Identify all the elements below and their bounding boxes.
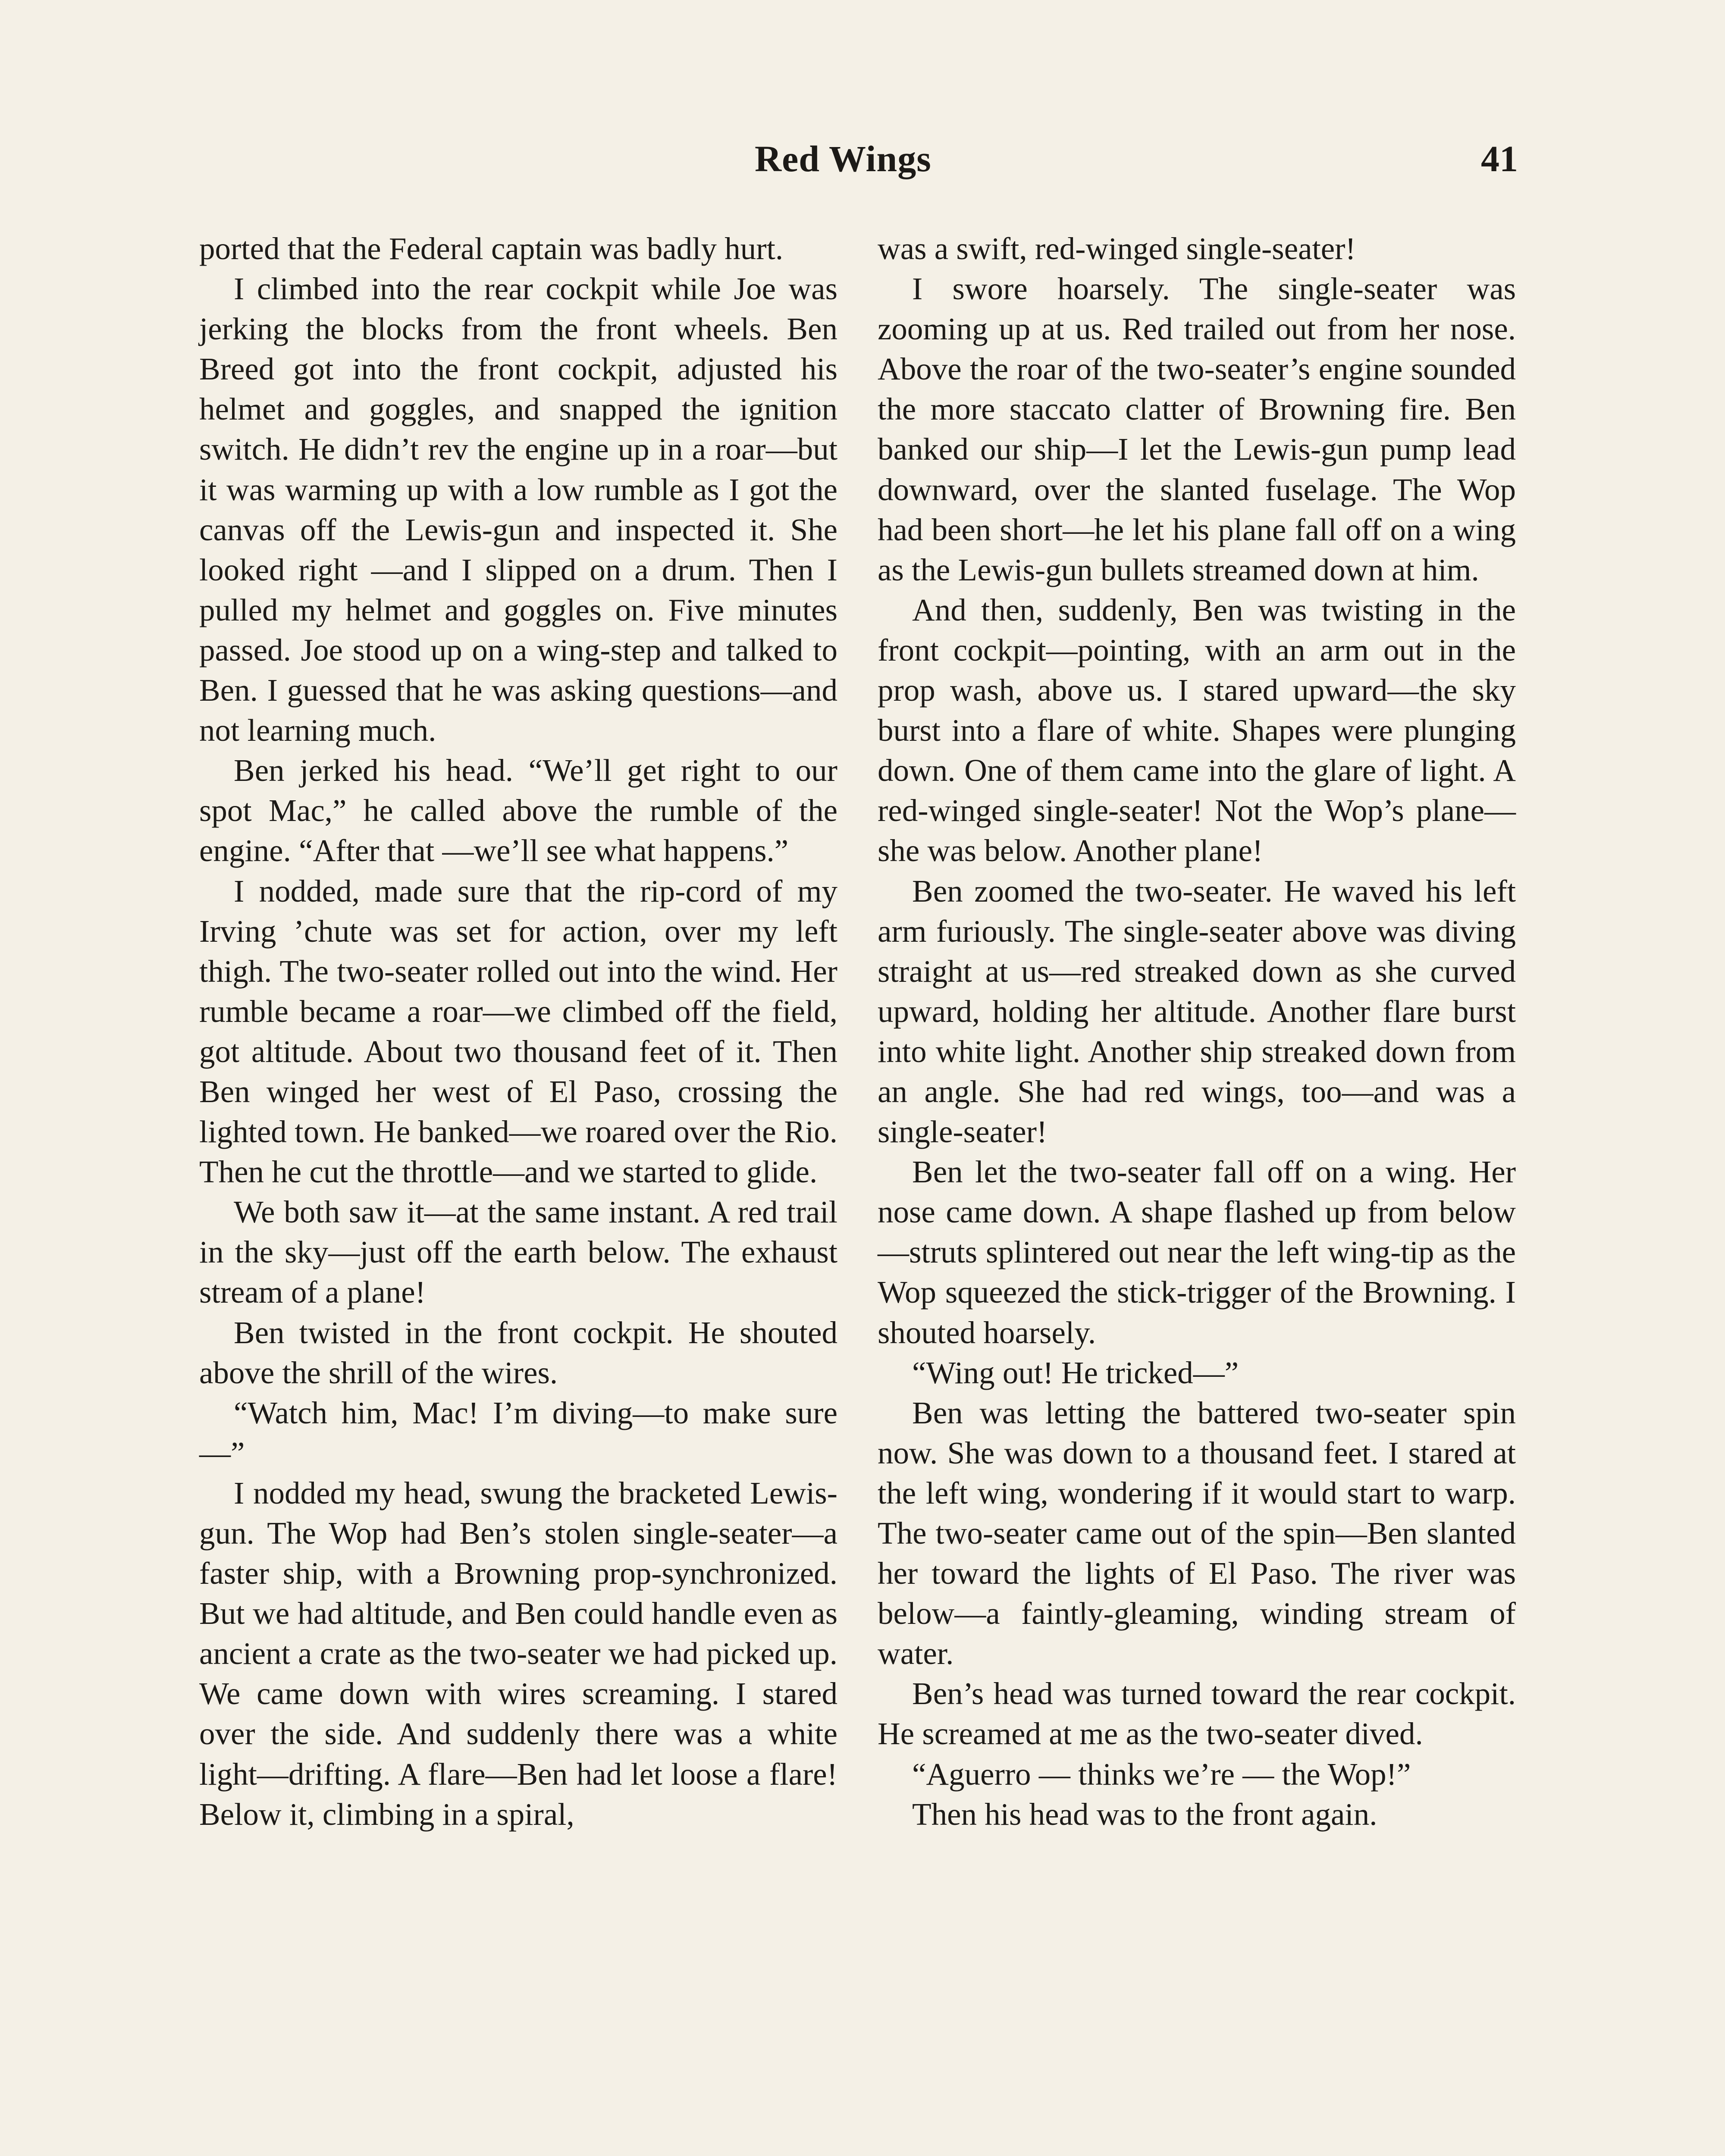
right-text-column	[878, 229, 1516, 1834]
paragraph: Ben’s head was turned toward the rear cockpit. He screamed at me as the two-seater dived.	[878, 1676, 1516, 1752]
paragraph: I climbed into the rear cockpit while Joe was jerking the blocks from the front wheels. Ben Breed got into the front cockpit, adjusted his helmet and goggles, and snapped the ignition switch. He didn’t rev the engine up in a roar—but it was warming up with a low rumble as I got the canvas off the Lewis-gun and inspected it. She looked right —and I slipped on a drum. Then I pulled my helmet and goggles on. Five minutes passed. Joe stood up on a wing-step and talked to Ben. I guessed that he was asking questions—and not learning much.	[199, 271, 837, 748]
running-title: Red Wings	[755, 138, 932, 179]
paragraph: I nodded, made sure that the rip-cord of my Irving ’chute was set for action, over my left thigh. The two-seater rolled out into the wind. Her rumble became a roar—we climbed off the field, got altitude. About two thousand feet of it. Then Ben winged her west of El Paso, crossing the lighted town. He banked—we roared over the Rio. Then he cut the throttle—and we started to glide.	[199, 873, 837, 1190]
paragraph: I swore hoarsely. The single-seater was zooming up at us. Red trailed out from her nose. Above the roar of the two-seater’s engine sounded the more staccato clatter of Browning fire. Ben banked our ship—I let the Lewis-gun pump lead downward, over the slanted fuselage. The Wop had been short—he let his plane fall off on a wing as the Lewis-gun bullets streamed down at him.	[878, 271, 1516, 587]
paragraph: And then, suddenly, Ben was twisting in the front cockpit—pointing, with an arm out in the prop wash, above us. I stared upward—the sky burst into a flare of white. Shapes were plunging down. One of them came into the glare of light. A red-winged single-seater! Not the Wop’s plane—she was below. Another plane!	[878, 592, 1516, 868]
paragraph: “Wing out! He tricked—”	[912, 1355, 1239, 1390]
paragraph: Ben let the two-seater fall off on a wing. Her nose came down. A shape flashed up from below—struts splintered out near the left wing-tip as the Wop squeezed the stick-trigger of the Browning. I shouted hoarsely.	[878, 1154, 1516, 1350]
paragraph: Ben twisted in the front cockpit. He shouted above the shrill of the wires.	[199, 1315, 837, 1390]
page-number: 41	[1481, 138, 1518, 179]
paragraph: ported that the Federal captain was badly hurt.	[199, 231, 784, 266]
paragraph: Ben jerked his head. “We’ll get right to our spot Mac,” he called above the rumble of the engine. “After that —we’ll see what happens.”	[199, 753, 837, 868]
paragraph: “Aguerro — thinks we’re — the Wop!”	[912, 1756, 1411, 1792]
paragraph: I nodded my head, swung the bracketed Lewis-gun. The Wop had Ben’s stolen single-seater—a faster ship, with a Browning prop-synchronized. But we had altitude, and Ben could handle even as ancient a crate as the two-seater we had picked up. We came down with wires screaming. I stared over the side. And suddenly there was a white light—drifting. A flare—Ben had let loose a flare! Below it, climbing in a spiral,	[199, 1475, 837, 1832]
paragraph: Ben was letting the battered two-seater spin now. She was down to a thousand feet. I stared at the left wing, wondering if it would start to warp. The two-seater came out of the spin—Ben slanted her toward the lights of El Paso. The river was below—a faintly-gleaming, winding stream of water.	[878, 1395, 1516, 1671]
paragraph: “Watch him, Mac! I’m diving—to make sure—”	[199, 1395, 837, 1470]
paragraph: Ben zoomed the two-seater. He waved his left arm furiously. The single-seater above was diving straight at us—red streaked down as she curved upward, holding her altitude. Another flare burst into white light. Another ship streaked down from an angle. She had red wings, too—and was a single-seater!	[878, 873, 1516, 1150]
left-text-column	[199, 229, 837, 1834]
paragraph: We both saw it—at the same instant. A red trail in the sky—just off the earth below. The exhaust stream of a plane!	[199, 1194, 837, 1310]
paragraph: Then his head was to the front again.	[912, 1796, 1377, 1832]
paragraph: was a swift, red-winged single-seater!	[878, 231, 1356, 266]
